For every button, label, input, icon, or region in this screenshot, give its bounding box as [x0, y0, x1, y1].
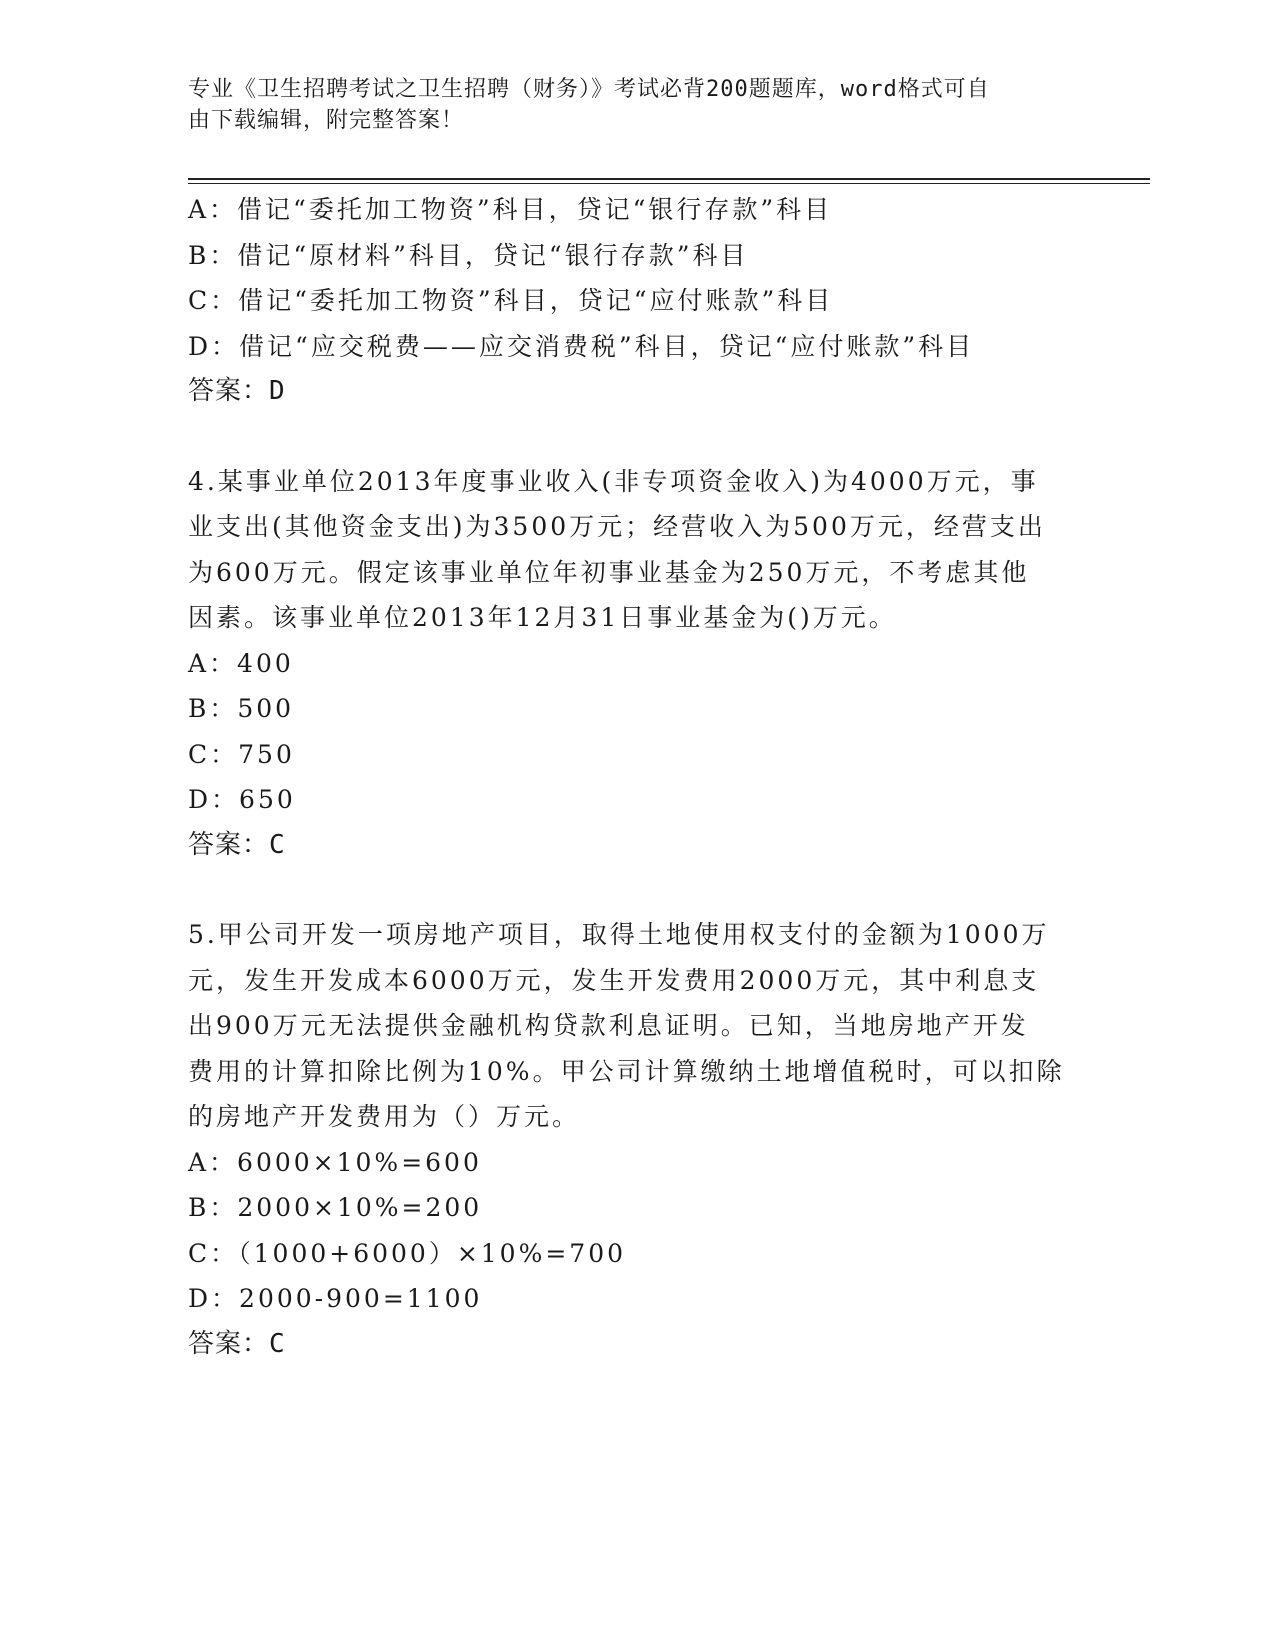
option-b: B：2000×10%=200 [188, 1193, 483, 1222]
stem-line: 因素。该事业单位2013年12月31日事业基金为()万元。 [188, 603, 897, 632]
header-divider-thin [188, 183, 1150, 184]
header-divider-thick [188, 178, 1150, 180]
stem-line: 出900万元无法提供金融机构贷款利息证明。已知，当地房地产开发 [188, 1011, 1029, 1040]
stem-line: 4.某事业单位2013年度事业收入(非专项资金收入)为4000万元，事 [188, 466, 1039, 496]
question-stem [188, 912, 1088, 1140]
answer-label: 答案： [188, 376, 270, 406]
stem-line: 的房地产开发费用为（）万元。 [188, 1102, 581, 1131]
option-d: D：借记“应交税费——应交消费税”科目，贷记“应付账款”科目 [188, 331, 975, 361]
question-4 [188, 459, 1088, 869]
answer-line [188, 1322, 1088, 1368]
answer-line [188, 369, 1088, 415]
option-a: A：400 [188, 648, 294, 678]
answer-value: D [269, 376, 286, 406]
answer-value: C [269, 829, 286, 860]
answer-value: C [269, 1328, 286, 1359]
option-d: D：650 [188, 785, 296, 814]
stem-line: 5.甲公司开发一项房地产项目，取得土地使用权支付的金额为1000万 [188, 920, 1050, 949]
header-line-2: 由下载编辑，附完整答案！ [188, 108, 465, 133]
option-d: D：2000-900=1100 [188, 1284, 483, 1313]
stem-line: 费用的计算扣除比例为10%。甲公司计算缴纳土地增值税时，可以扣除 [188, 1056, 1065, 1086]
question-5 [188, 912, 1088, 1367]
option-b: B：500 [188, 694, 295, 723]
stem-line: 为600万元。假定该事业单位年初事业基金为250万元，不考虑其他 [188, 557, 1030, 587]
document-body [188, 187, 1088, 1367]
document-header [188, 74, 1088, 136]
answer-label: 答案： [188, 829, 270, 860]
option-b: B：借记“原材料”科目，贷记“银行存款”科目 [188, 240, 749, 270]
answer-label: 答案： [188, 1328, 270, 1359]
answer-line [188, 823, 1088, 869]
question-3 [188, 187, 1088, 415]
header-line-1: 专业《卫生招聘考试之卫生招聘（财务）》考试必背200题题库，word格式可自 [188, 77, 990, 102]
option-c: C：借记“委托加工物资”科目，贷记“应付账款”科目 [188, 286, 834, 315]
question-stem [188, 459, 1088, 641]
option-c: C：（1000+6000）×10%=700 [188, 1238, 627, 1268]
option-c: C：750 [188, 739, 295, 769]
option-a: A：借记“委托加工物资”科目，贷记“银行存款”科目 [188, 195, 833, 224]
option-a: A：6000×10%=600 [188, 1147, 482, 1177]
stem-line: 元，发生开发成本6000万元，发生开发费用2000万元，其中利息支 [188, 965, 1040, 995]
stem-line: 业支出(其他资金支出)为3500万元；经营收入为500万元，经营支出 [188, 512, 1046, 541]
